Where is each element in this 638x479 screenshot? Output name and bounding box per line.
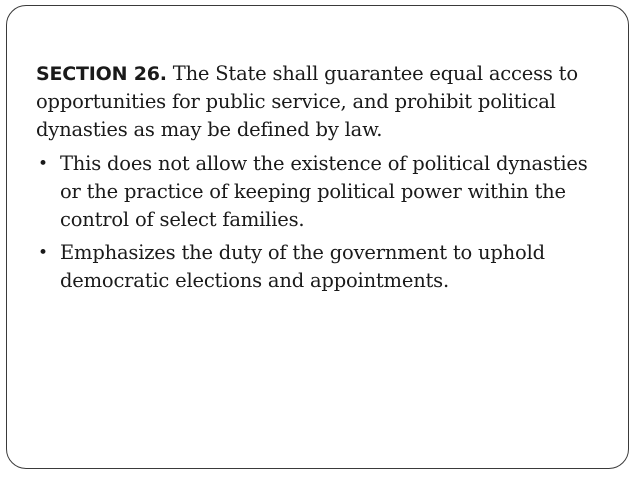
section-label: SECTION 26.: [36, 63, 167, 85]
section-text: The State shall guarantee equal access to opportunities for public service, and prohibit political dynasties as may be defined by law.: [36, 62, 578, 141]
bullet-icon: •: [38, 243, 48, 263]
bullet-item: [36, 239, 606, 295]
bullet-list: [36, 150, 606, 295]
section-paragraph: [36, 60, 606, 144]
bullet-icon: •: [38, 154, 48, 174]
bullet-text: Emphasizes the duty of the government to uphold democratic elections and appointments.: [60, 241, 545, 292]
bullet-item: [36, 150, 606, 234]
slide-content: [36, 60, 606, 300]
bullet-text: This does not allow the existence of political dynasties or the practice of keeping political power within the control of select families.: [60, 152, 588, 231]
